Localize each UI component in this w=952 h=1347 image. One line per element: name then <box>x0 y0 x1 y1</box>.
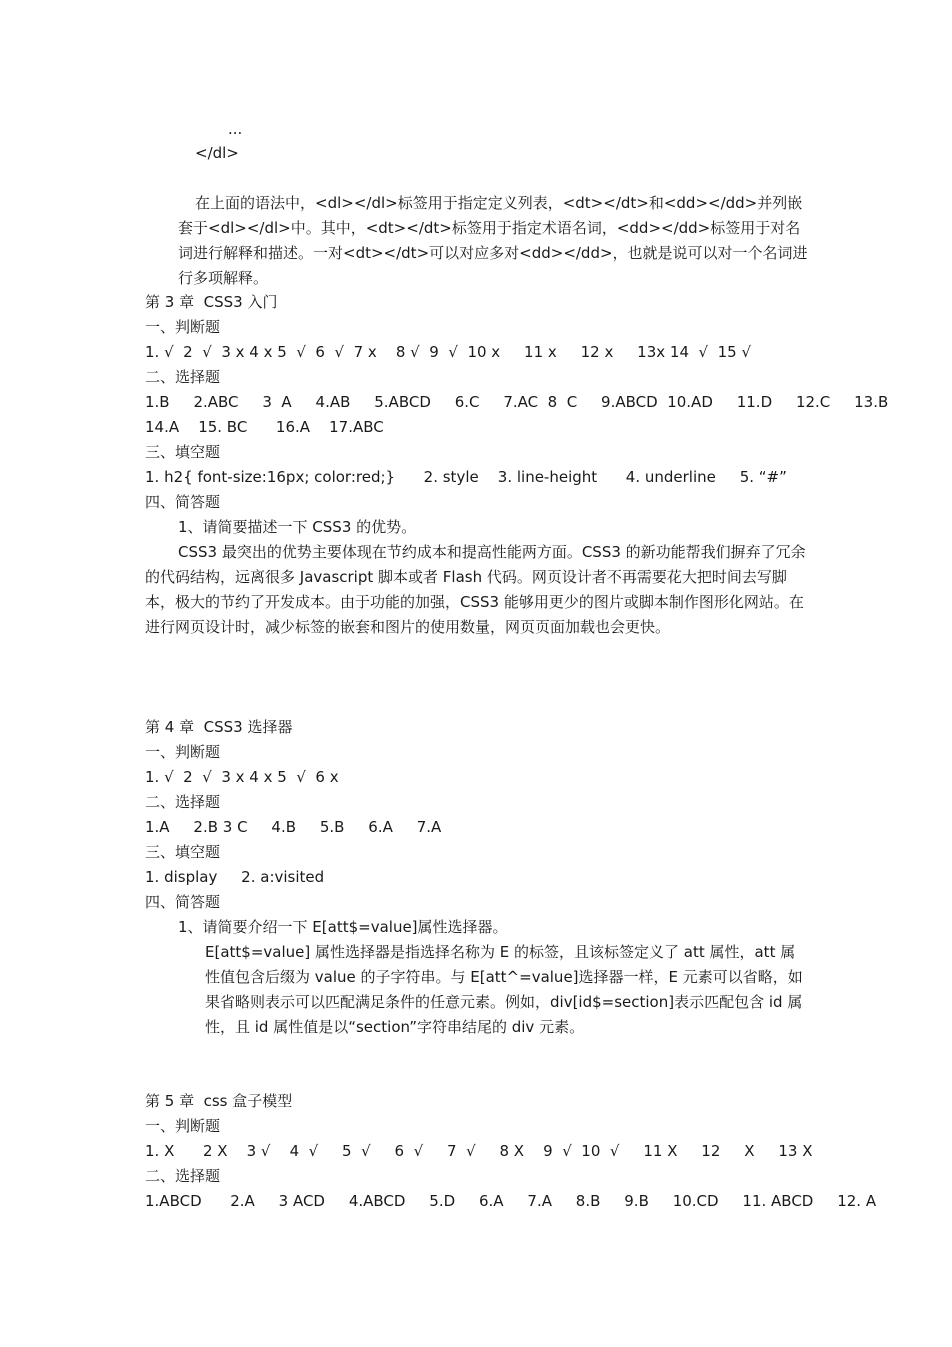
chapter-4-mc-answers: 1.A 2.B 3 C 4.B 5.B 6.A 7.A <box>145 818 442 836</box>
chapter-3-title: 第 3 章 CSS3 入门 <box>145 293 278 311</box>
chapter-4-fill-answers: 1. display 2. a:visited <box>145 868 325 886</box>
chapter-3-mc-heading: 二、选择题 <box>145 368 221 386</box>
chapter-4-short-heading: 四、简答题 <box>145 893 221 911</box>
chapter-5-mc-answers: 1.ABCD 2.A 3 ACD 4.ABCD 5.D 6.A 7.A 8.B 9.B 10.CD 11. ABCD 12. A <box>145 1192 877 1210</box>
chapter-4-title: 第 4 章 CSS3 选择器 <box>145 718 293 736</box>
chapter-5-tf-answers: 1. X 2 X 3 √ 4 √ 5 √ 6 √ 7 √ 8 X 9 √ 10 √ 11 X 12 X 13 X <box>145 1142 813 1160</box>
chapter-3-tf-heading: 一、判断题 <box>145 318 221 336</box>
chapter-4-question-1: 1、请简要介绍一下 E[att$=value]属性选择器。 <box>178 918 508 936</box>
chapter-4-fill-heading: 三、填空题 <box>145 843 221 861</box>
chapter-3-short-heading: 四、简答题 <box>145 493 221 511</box>
dl-explanation-paragraph <box>145 166 810 291</box>
chapter-5-tf-heading: 一、判断题 <box>145 1117 221 1135</box>
chapter-4-answer-1: E[att$=value] 属性选择器是指选择名称为 E 的标签，且该标签定义了 att 属性，att 属性值包含后缀为 value 的子字符串。与 E[att^=value]选择器一样，E 元素可以省略，如果省略则表示可以匹配满足条件的任意元素。例如，div[id$=section]表示匹配包含 id 属性，且 id 属性值是以“section”字符串结尾的 div 元素。 <box>205 943 803 1036</box>
chapter-5-title: 第 5 章 css 盒子模型 <box>145 1092 293 1110</box>
chapter-3-tf-answers: 1. √ 2 √ 3 x 4 x 5 √ 6 √ 7 x 8 √ 9 √ 10 x 11 x 12 x 13x 14 √ 15 √ <box>145 343 752 361</box>
code-ellipsis: ... <box>228 120 243 138</box>
chapter-3-mc-answers-2: 14.A 15. BC 16.A 17.ABC <box>145 418 384 436</box>
chapter-3-answer-1: CSS3 最突出的优势主要体现在节约成本和提高性能两方面。CSS3 的新功能帮我们摒弃了冗余的代码结构，远离很多 Javascript 脚本或者 Flash 代码。网页设计者不再需要花大把时间去写脚本，极大的节约了开发成本。由于功能的加强，CSS3 能够用更少的图片或脚本制作图形化网站。在进行网页设计时，减少标签的嵌套和图片的使用数量，网页页面加载也会更快。 <box>145 543 806 636</box>
chapter-3-mc-answers-1: 1.B 2.ABC 3 A 4.AB 5.ABCD 6.C 7.AC 8 C 9.ABCD 10.AD 11.D 12.C 13.B <box>145 393 889 411</box>
chapter-4-tf-answers: 1. √ 2 √ 3 x 4 x 5 √ 6 x <box>145 768 339 786</box>
chapter-3-fill-heading: 三、填空题 <box>145 443 221 461</box>
dl-explanation-text: 在上面的语法中，<dl></dl>标签用于指定定义列表，<dt></dt>和<dd></dd>并列嵌套于<dl></dl>中。其中，<dt></dt>标签用于指定术语名词，<dd></dd>标签用于对名词进行解释和描述。一对<dt></dt>可以对应多对<dd></dd>，也就是说可以对一个名词进行多项解释。 <box>178 194 808 287</box>
chapter-5-mc-heading: 二、选择题 <box>145 1167 221 1185</box>
chapter-3-question-1: 1、请简要描述一下 CSS3 的优势。 <box>178 518 417 536</box>
code-dl-close: </dl> <box>195 144 239 162</box>
chapter-3-fill-answers: 1. h2{ font-size:16px; color:red;} 2. style 3. line-height 4. underline 5. “#” <box>145 468 787 486</box>
chapter-4-tf-heading: 一、判断题 <box>145 743 221 761</box>
chapter-4-mc-heading: 二、选择题 <box>145 793 221 811</box>
